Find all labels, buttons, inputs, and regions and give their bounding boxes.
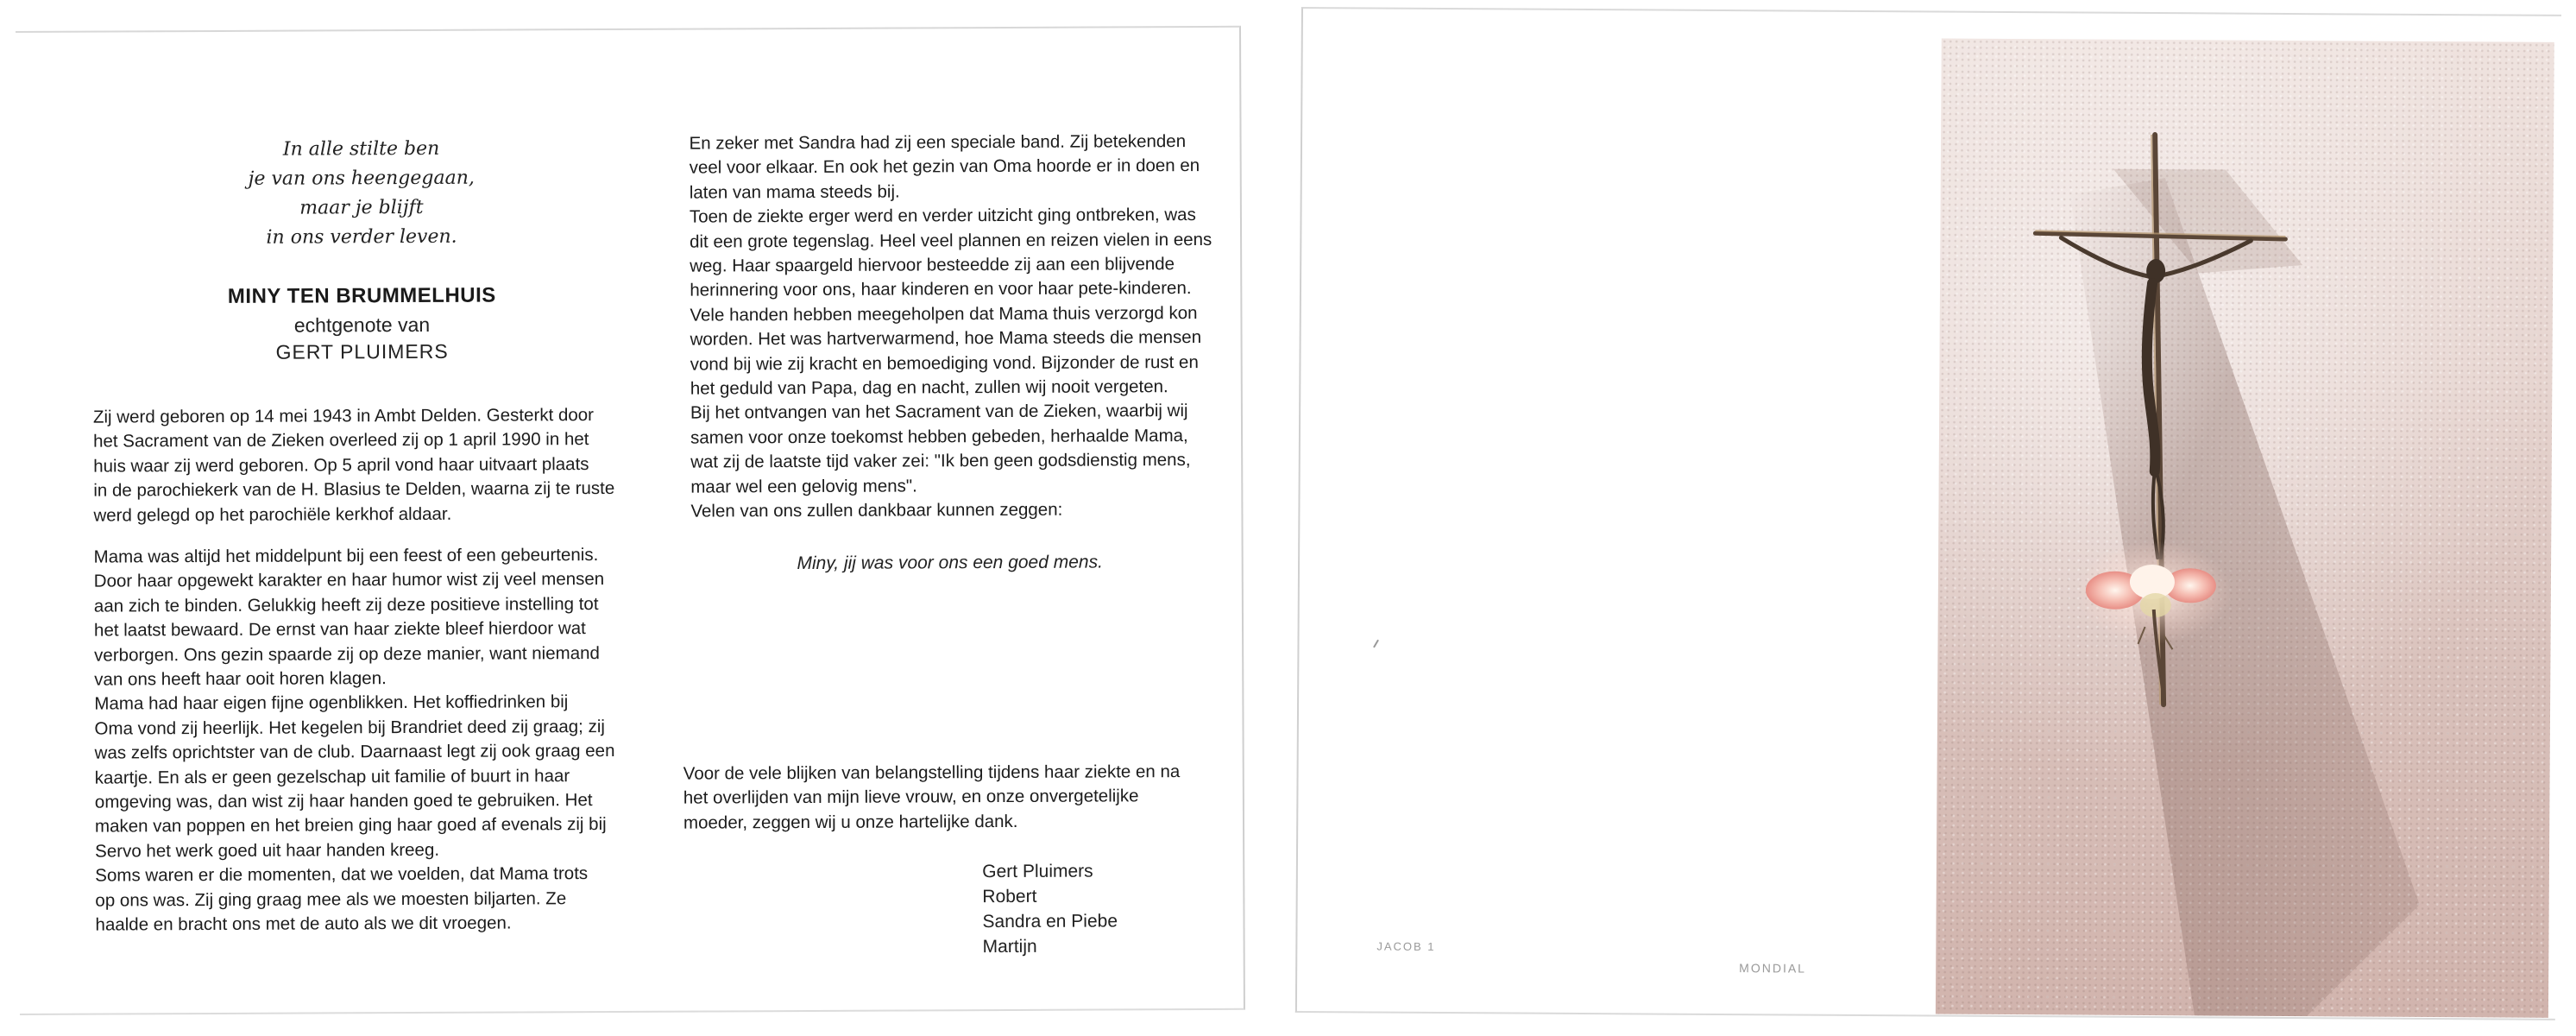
memorial-card-text-side — [16, 26, 1245, 1015]
name-block — [146, 281, 577, 365]
poem-line: In alle stilte ben — [282, 137, 440, 161]
poem-line: in ons verder leven. — [266, 225, 457, 249]
text-line: het laatst bewaard. De ernst van haar ziekte bleef hierdoor wat — [93, 618, 586, 641]
text-line: herinnering voor ons, haar kinderen en voor haar pete-kinderen. — [690, 278, 1192, 301]
spouse-relation: echtgenote van — [293, 313, 431, 337]
text-line: verborgen. Ons gezin spaarde zij op deze manier, want niemand — [94, 642, 600, 666]
memorial-quote: Miny, jij was voor ons een goed mens. — [797, 552, 1103, 574]
poem — [189, 134, 535, 253]
text-line: van ons heeft haar ooit horen klagen. — [94, 668, 387, 690]
text-line: aan zich te binden. Gelukkig heeft zij deze positieve instelling tot — [93, 593, 599, 616]
text-line: Oma vond zij heerlijk. Het kegelen bij Brandriet deed zij graag; zij — [94, 716, 605, 739]
text-line: weg. Haar spaargeld hiervoor besteedde zij aan een blijvende — [690, 254, 1175, 276]
text-line: Zij werd geboren op 14 mei 1943 in Ambt Delden. Gesterkt door — [92, 405, 595, 427]
text-line: het overlijden van mijn lieve vrouw, en onze onvergetelijke — [683, 786, 1139, 809]
signature-name: Robert — [982, 886, 1037, 907]
family-signatures — [982, 858, 1118, 959]
text-line: op ons was. Zij ging graag mee als we moesten biljarten. Ze — [95, 888, 567, 911]
text-line: maar wel een gelovig mens". — [690, 476, 917, 497]
deceased-name: MINY TEN BRUMMELHUIS — [227, 283, 496, 308]
text-line: Mama was altijd het middelpunt bij een feest of een gebeurtenis. — [93, 545, 599, 567]
text-line: samen voor onze toekomst hebben gebeden, herhaalde Mama, — [690, 425, 1188, 448]
paragraph-family — [689, 130, 1212, 524]
poem-line: maar je blijft — [299, 196, 424, 219]
publisher-mark: MONDIAL — [1739, 961, 1807, 976]
signature-name: Gert Pluimers — [982, 861, 1093, 882]
text-line: veel voor elkaar. En ook het gezin van Oma hoorde er in doen en — [689, 155, 1200, 179]
text-line: wat zij de laatste tijd vaker zei: "Ik ben geen godsdienstig mens, — [690, 450, 1191, 472]
text-line: werd gelegd op het parochiële kerkhof aldaar. — [93, 503, 452, 526]
text-line: het geduld van Papa, dag en nacht, zullen wij nooit vergeten. — [690, 376, 1168, 399]
spouse-name: GERT PLUIMERS — [275, 339, 449, 363]
crucifix-photo — [1936, 39, 2554, 1018]
text-line: Velen van ons zullen dankbaar kunnen zeggen: — [690, 499, 1063, 521]
text-line: Soms waren er die momenten, dat we voelden, dat Mama trots — [95, 863, 589, 886]
paragraph-birth — [92, 403, 615, 528]
text-line: vond bij wie zij kracht en bemoediging vond. Bijzonder de rust en — [690, 351, 1199, 375]
text-line: was zelfs oprichtster van de club. Daarnaast legt zij ook graag een — [94, 741, 615, 763]
text-line: En zeker met Sandra had zij een speciale band. Zij betekenden — [689, 131, 1187, 154]
text-line: het Sacrament van de Zieken overleed zij op 1 april 1990 in het — [93, 429, 589, 452]
text-line: dit een grote tegenslag. Heel veel plannen en reizen vielen in eens — [690, 229, 1212, 252]
print-code: JACOB 1 — [1376, 939, 1436, 953]
text-line: Bij het ontvangen van het Sacrament van de Zieken, waarbij wij — [690, 401, 1188, 424]
text-line: omgeving was, dan wist zij haar handen goed te gebruiken. Het — [94, 790, 593, 812]
text-line: kaartje. En als er geen gezelschap uit familie of buurt in haar — [94, 765, 570, 788]
crucifix-icon — [1936, 39, 2554, 1018]
pencil-mark — [1373, 640, 1379, 648]
text-line: Voor de vele blijken van belangstelling tijdens haar ziekte en na — [683, 761, 1181, 784]
text-line: Vele handen hebben meegeholpen dat Mama thuis verzorgd kon — [690, 302, 1198, 325]
text-line: Toen de ziekte erger werd en verder uitzicht ging ontbreken, was — [689, 205, 1196, 227]
text-line: Door haar opgewekt karakter en haar humor wist zij veel mensen — [93, 569, 605, 592]
text-line: worden. Het was hartverwarmend, hoe Mama steeds die mensen — [690, 327, 1202, 350]
text-line: maken van poppen en het breien ging haar goed af evenals zij bij — [94, 814, 607, 837]
blank-panel — [1297, 9, 1942, 1014]
text-line: haalde en bracht ons met de auto als we dit vroegen. — [95, 913, 512, 935]
text-line: in de parochiekerk van de H. Blasius te Delden, waarna zij te ruste — [93, 478, 615, 501]
text-line: laten van mama steeds bij. — [689, 181, 900, 203]
text-line: huis waar zij werd geboren. Op 5 april vond haar uitvaart plaats — [93, 453, 589, 477]
signature-name: Martijn — [982, 936, 1037, 957]
text-line: moeder, zeggen wij u onze hartelijke dank. — [683, 811, 1018, 833]
paragraph-life — [94, 543, 614, 938]
memorial-card-image-side — [1295, 7, 2561, 1020]
thanks-paragraph — [683, 760, 1210, 836]
poem-line: je van ons heengegaan, — [248, 167, 475, 190]
text-line: Servo het werk goed uit haar handen kreeg. — [95, 839, 440, 862]
signature-name: Sandra en Piebe — [982, 911, 1118, 932]
text-line: Mama had haar eigen fijne ogenblikken. Het koffiedrinken bij — [94, 692, 569, 715]
